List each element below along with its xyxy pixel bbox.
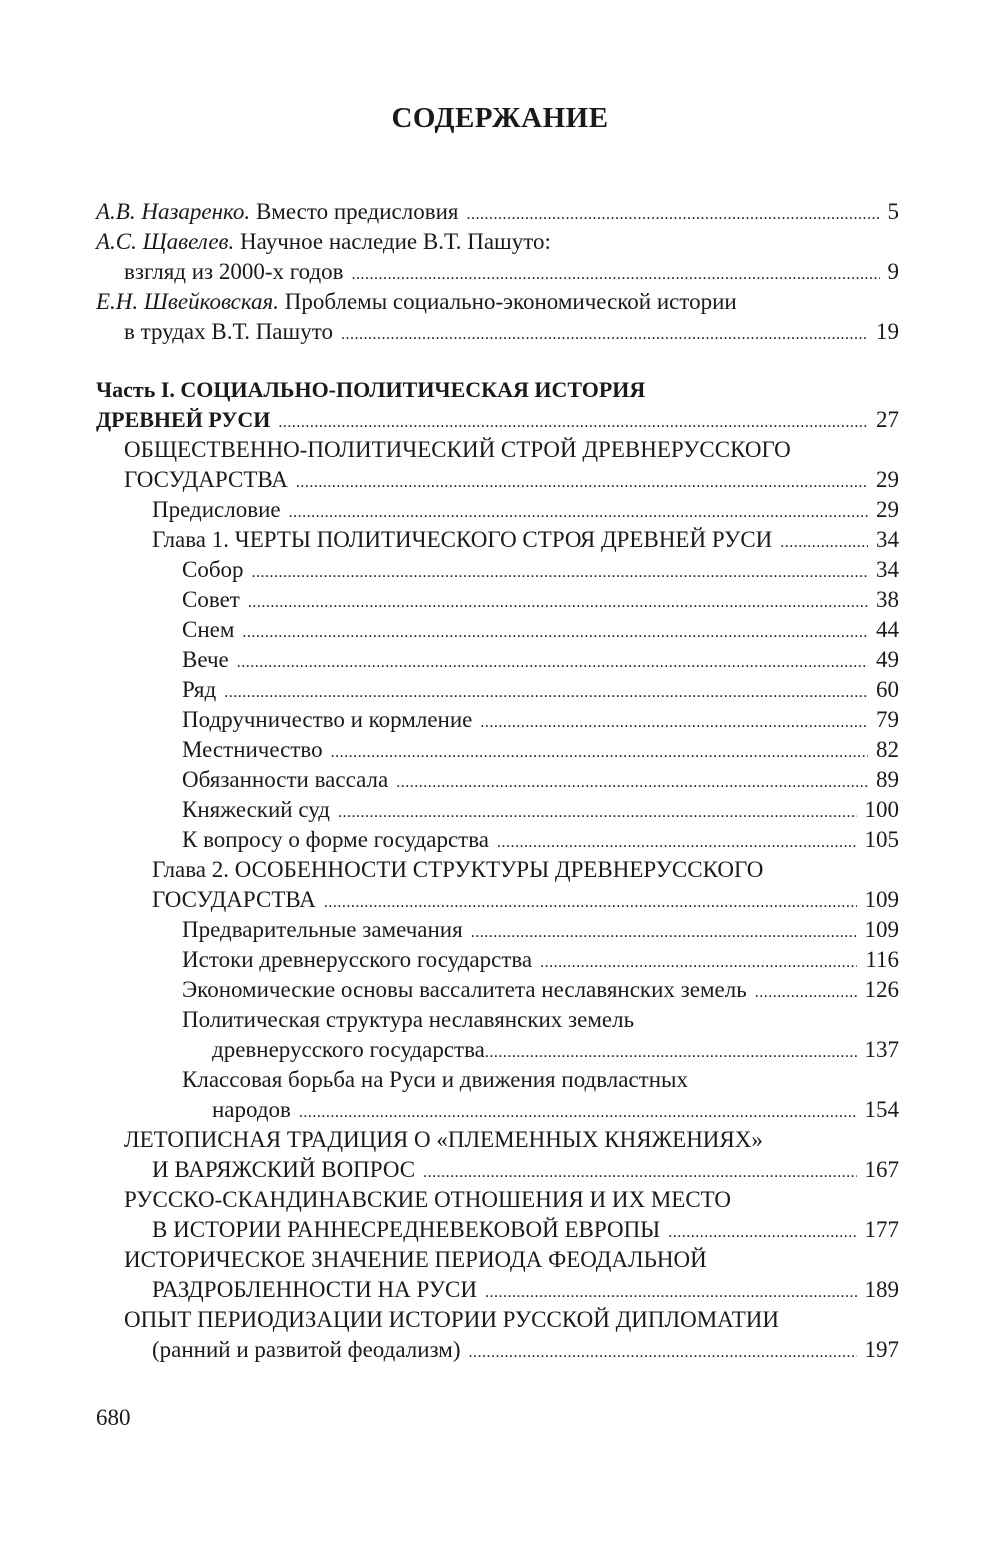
- toc-page-number: 154: [864, 1097, 899, 1122]
- toc-ch2-item-3: [0, 975, 899, 1005]
- toc-page-number: 9: [887, 259, 899, 284]
- toc-title: взгляд из 2000-х годов: [124, 259, 344, 284]
- toc-page-number: 167: [864, 1157, 899, 1182]
- toc-ch1-item-1: [0, 555, 899, 585]
- toc-page-number: 44: [876, 617, 899, 642]
- leader-dots: [331, 738, 868, 768]
- toc-page-number: 189: [864, 1277, 899, 1302]
- toc-author: А.В. Назаренко.: [96, 199, 251, 224]
- toc-title: Подручничество и кормление: [182, 707, 473, 732]
- page-number-folio: 680: [96, 1405, 131, 1430]
- toc-page-number: 60: [876, 677, 899, 702]
- toc-page-number: 34: [876, 557, 899, 582]
- toc-ch1-item-2: [0, 585, 899, 615]
- toc-section-1: [0, 465, 899, 495]
- toc-page-number: 100: [864, 797, 899, 822]
- toc-ch2-item-2: [0, 945, 899, 975]
- toc-preface: [0, 495, 899, 525]
- toc-title: Обязанности вассала: [182, 767, 389, 792]
- toc-section-2: [0, 1155, 899, 1185]
- toc-page-number: 126: [864, 977, 899, 1002]
- leader-dots: [237, 648, 868, 678]
- toc-author: А.С. Щавелев.: [96, 229, 235, 254]
- toc-title: Собор: [182, 557, 244, 582]
- table-of-contents: [0, 197, 1000, 1365]
- toc-title: Вместо предисловия: [255, 199, 459, 224]
- toc-title: Снем: [182, 617, 235, 642]
- toc-part-heading: [0, 405, 899, 435]
- toc-title: ДРЕВНЕЙ РУСИ: [96, 407, 271, 432]
- toc-page-number: 82: [876, 737, 899, 762]
- toc-title: Научное наследие В.Т. Пашуто:: [240, 229, 551, 254]
- leader-dots: [755, 978, 857, 1008]
- toc-section-3: [0, 1215, 899, 1245]
- leader-dots: [780, 528, 868, 558]
- leader-dots: [485, 1278, 857, 1308]
- toc-page-number: 29: [876, 467, 899, 492]
- spacer: [0, 347, 1000, 367]
- toc-author: Е.Н. Швейковская.: [96, 289, 279, 314]
- toc-title: (ранний и развитой феодализм): [152, 1337, 461, 1362]
- toc-ch1-item-10: [0, 825, 899, 855]
- toc-title: Экономические основы вассалитета неславянских земель: [182, 977, 747, 1002]
- toc-title: Ряд: [182, 677, 217, 702]
- toc-page-number: 109: [864, 887, 899, 912]
- toc-page-number: 197: [864, 1337, 899, 1362]
- toc-section-4-line1: ИСТОРИЧЕСКОЕ ЗНАЧЕНИЕ ПЕРИОДА ФЕОДАЛЬНОЙ: [124, 1247, 707, 1272]
- leader-dots: [289, 498, 868, 528]
- toc-title: К вопросу о форме государства: [182, 827, 489, 852]
- leader-dots: [248, 588, 868, 618]
- leader-dots: [296, 468, 868, 498]
- toc-title: Княжеский суд: [182, 797, 331, 822]
- toc-title: Совет: [182, 587, 240, 612]
- toc-section-4: [0, 1275, 899, 1305]
- toc-page-number: 79: [876, 707, 899, 732]
- toc-chapter-2: [0, 885, 899, 915]
- toc-entry-intro-3-line1: [0, 287, 899, 317]
- toc-entry-text: [96, 197, 458, 227]
- toc-entry-intro-2: [0, 257, 899, 287]
- toc-entry-intro-3: [0, 317, 899, 347]
- leader-dots: [324, 888, 857, 918]
- toc-page-number: 89: [876, 767, 899, 792]
- toc-title: в трудах В.Т. Пашуто: [124, 319, 333, 344]
- toc-page-number: 137: [864, 1037, 899, 1062]
- toc-section-5-line1: ОПЫТ ПЕРИОДИЗАЦИИ ИСТОРИИ РУССКОЙ ДИПЛОМАТИИ: [124, 1307, 780, 1332]
- leader-dots: [242, 618, 868, 648]
- toc-title: ГОСУДАРСТВА: [152, 887, 316, 912]
- toc-section-1-line1: ОБЩЕСТВЕННО-ПОЛИТИЧЕСКИЙ СТРОЙ ДРЕВНЕРУССКОГО: [124, 437, 791, 462]
- toc-section-3-line1: РУССКО-СКАНДИНАВСКИЕ ОТНОШЕНИЯ И ИХ МЕСТО: [124, 1187, 732, 1212]
- toc-page-number: 177: [864, 1217, 899, 1242]
- spacer-row: [0, 367, 899, 375]
- leader-dots: [341, 320, 868, 350]
- toc-title: Истоки древнерусского государства: [182, 947, 533, 972]
- leader-dots: [469, 1338, 857, 1368]
- toc-title: Глава 1. ЧЕРТЫ ПОЛИТИЧЕСКОГО СТРОЯ ДРЕВНЕЙ РУСИ: [152, 527, 773, 552]
- page-title: СОДЕРЖАНИЕ: [391, 102, 609, 134]
- leader-dots: [480, 708, 868, 738]
- toc-section-2-line1: ЛЕТОПИСНАЯ ТРАДИЦИЯ О «ПЛЕМЕННЫХ КНЯЖЕНИЯХ»: [124, 1127, 763, 1152]
- leader-dots: [471, 918, 857, 948]
- toc-page-number: 49: [876, 647, 899, 672]
- toc-chapter-1: [0, 525, 899, 555]
- toc-page-number: 105: [864, 827, 899, 852]
- toc-page-number: 19: [876, 319, 899, 344]
- toc-page-number: 29: [876, 497, 899, 522]
- toc-ch2-item-5: [0, 1095, 899, 1125]
- toc-title: Предварительные замечания: [182, 917, 463, 942]
- toc-chapter-2-line1: Глава 2. ОСОБЕННОСТИ СТРУКТУРЫ ДРЕВНЕРУССКОГО: [152, 857, 764, 882]
- toc-section-5: [0, 1335, 899, 1365]
- leader-dots: [338, 798, 856, 828]
- toc-ch2-item-5-line1: Классовая борьба на Руси и движения подвластных: [182, 1067, 688, 1092]
- toc-ch1-item-7: [0, 735, 899, 765]
- toc-ch1-item-6: [0, 705, 899, 735]
- leader-dots: [396, 768, 868, 798]
- toc-title: Предисловие: [152, 497, 281, 522]
- leader-dots: [278, 408, 868, 438]
- leader-dots: [485, 1038, 857, 1068]
- toc-title: И ВАРЯЖСКИЙ ВОПРОС: [152, 1157, 416, 1182]
- toc-title: Проблемы социально-экономической истории: [284, 289, 737, 314]
- leader-dots: [668, 1218, 856, 1248]
- toc-ch1-item-9: [0, 795, 899, 825]
- toc-ch2-item-4-line1: Политическая структура неславянских земель: [182, 1007, 635, 1032]
- leader-dots: [352, 260, 880, 290]
- toc-part-heading-line1: Часть I. СОЦИАЛЬНО-ПОЛИТИЧЕСКАЯ ИСТОРИЯ: [96, 377, 646, 402]
- toc-title: древнерусского государства: [212, 1037, 485, 1062]
- toc-title: народов: [212, 1097, 291, 1122]
- toc-title: ГОСУДАРСТВА: [124, 467, 288, 492]
- leader-dots: [224, 678, 868, 708]
- toc-ch2-item-4: [0, 1035, 899, 1065]
- toc-entry-intro-2-line1: [0, 227, 899, 257]
- toc-ch1-item-8: [0, 765, 899, 795]
- toc-ch2-item-1: [0, 915, 899, 945]
- toc-page-number: 34: [876, 527, 899, 552]
- toc-entry-intro-1: [0, 197, 899, 227]
- toc-title: РАЗДРОБЛЕННОСТИ НА РУСИ: [152, 1277, 477, 1302]
- leader-dots: [497, 828, 857, 858]
- toc-ch1-item-3: [0, 615, 899, 645]
- toc-title: Местничество: [182, 737, 323, 762]
- toc-page-number: 27: [876, 407, 899, 432]
- leader-dots: [252, 558, 868, 588]
- leader-dots: [466, 200, 879, 230]
- toc-page-number: 116: [865, 947, 899, 972]
- leader-dots: [299, 1098, 857, 1128]
- toc-page-number: 5: [887, 199, 899, 224]
- toc-ch1-item-5: [0, 675, 899, 705]
- toc-page-number: 109: [864, 917, 899, 942]
- toc-page-number: 38: [876, 587, 899, 612]
- leader-dots: [540, 948, 857, 978]
- toc-title: Вече: [182, 647, 229, 672]
- toc-ch1-item-4: [0, 645, 899, 675]
- leader-dots: [423, 1158, 856, 1188]
- toc-title: В ИСТОРИИ РАННЕСРЕДНЕВЕКОВОЙ ЕВРОПЫ: [152, 1217, 661, 1242]
